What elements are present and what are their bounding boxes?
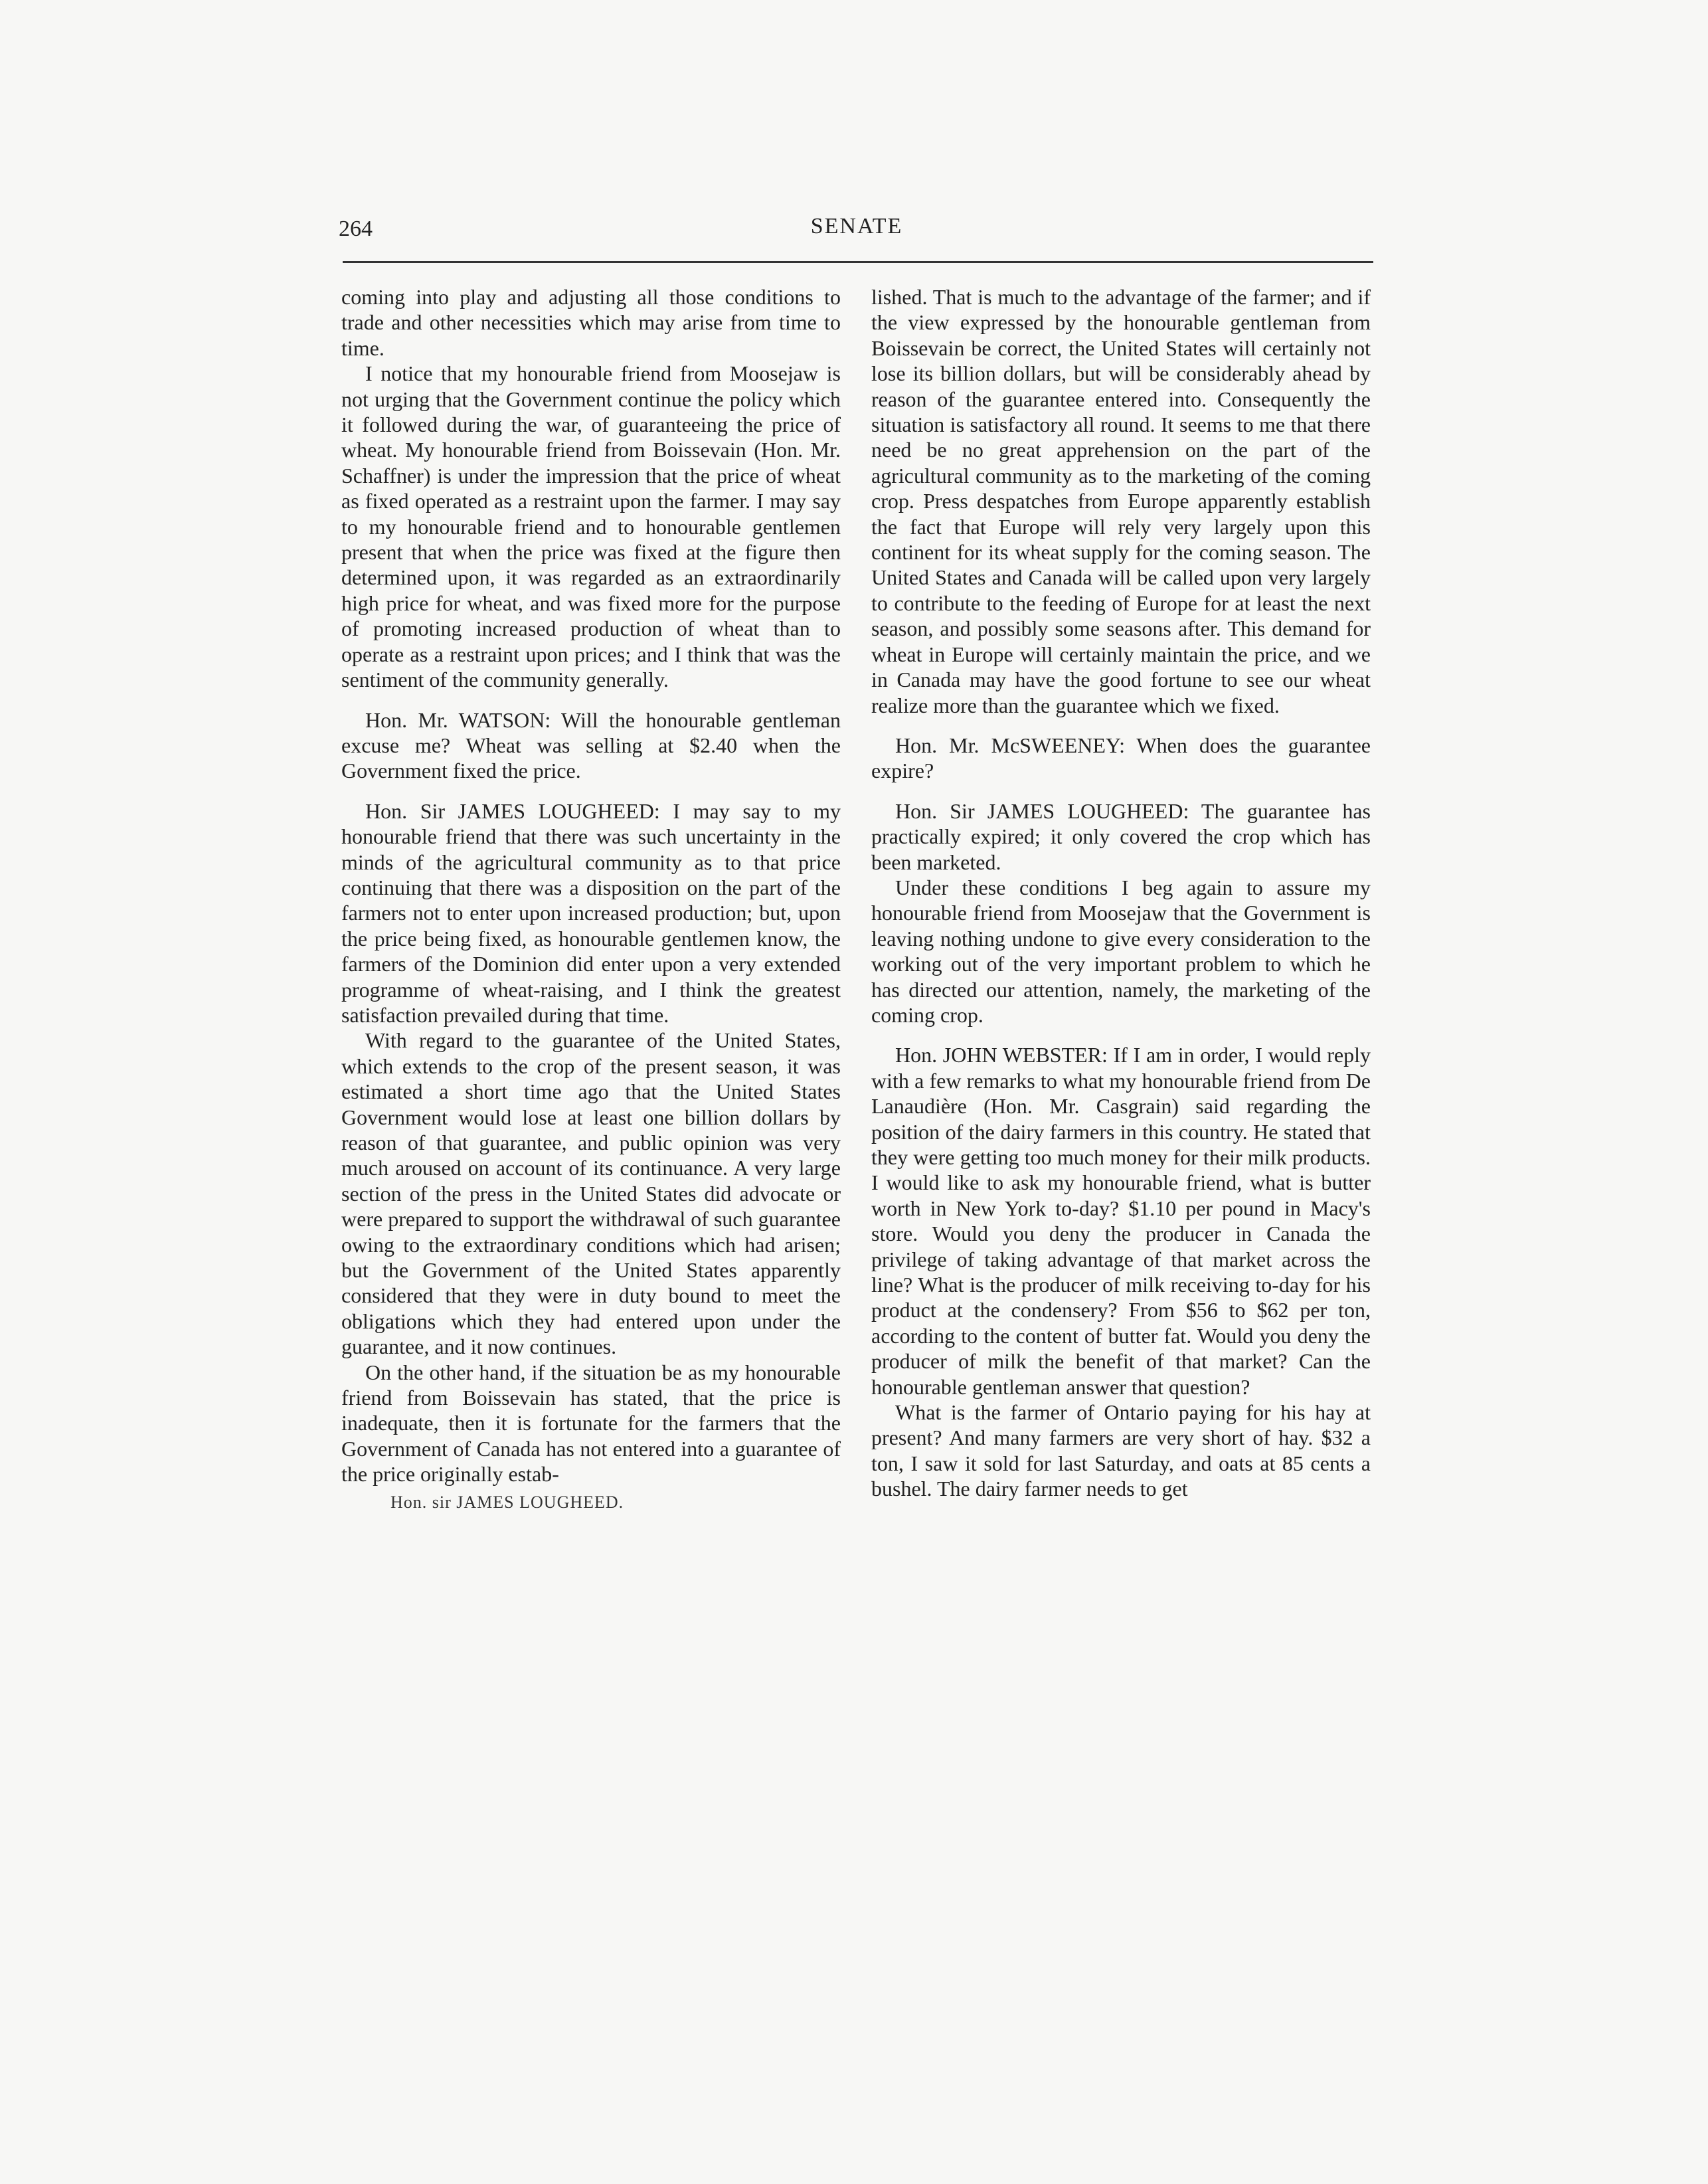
speech-paragraph: Hon. Sir JAMES LOUGHEED: I may say to my honourable friend that there was such uncertainty in the minds of the agricultural community as to that price continuing that there was a disposition on the part of the farmers not to enter upon increased production; but, upon the price being fixed, as honourable gentlemen know, the farmers of the Dominion did enter upon a very extended programme of wheat-raising, and I think the greatest satisfaction prevailed during that time. <box>341 798 841 1027</box>
paragraph: With regard to the guarantee of the United States, which extends to the crop of the present season, it was estimated a short time ago that the United States Government would lose at least one billion dollars by reason of that guarantee, and public opinion was very much aroused on account of its continuance. A very large section of the press in the United States did advocate or were prepared to support the withdrawal of such guarantee owing to the extraordinary conditions which had arisen; but the Government of the United States apparently considered that they were in duty bound to meet the obligations which they had entered upon under the guarantee, and it now continues. <box>341 1028 841 1359</box>
page-header <box>332 211 1381 251</box>
paragraph: What is the farmer of Ontario paying for his hay at present? And many farmers are very short of hay. $32 a ton, I saw it sold for last Saturday, and oats at 85 cents a bushel. The dairy farmer needs to get <box>871 1400 1371 1501</box>
paragraph: I notice that my honourable friend from Moosejaw is not urging that the Government continue the policy which it followed during the war, of guaranteeing the price of wheat. My honourable friend from Boissevain (Hon. Mr. Schaffner) is under the impression that the price of wheat as fixed operated as a restraint upon the farmer. I may say to my honourable friend and to honourable gentlemen present that when the price was fixed at the figure then determined upon, it was regarded as an extraordinarily high price for wheat, and was fixed more for the purpose of promoting increased production of wheat than to operate as a restraint upon prices; and I think that was the sentiment of the community generally. <box>341 361 841 692</box>
paragraph: Under these conditions I beg again to assure my honourable friend from Moosejaw that the Government is leaving nothing undone to give every consideration to the working out of the very important problem to which he has directed our attention, namely, the marketing of the coming crop. <box>871 875 1371 1027</box>
left-column <box>341 284 841 1487</box>
right-column <box>871 284 1371 1502</box>
speech-paragraph: Hon. Mr. McSWEENEY: When does the guarantee expire? <box>871 733 1371 783</box>
speech-paragraph: Hon. Mr. WATSON: Will the honourable gentleman excuse me? Wheat was selling at $2.40 when the Government fixed the price. <box>341 707 841 783</box>
header-rule <box>343 261 1373 263</box>
page-footer-credit: Hon. sir JAMES LOUGHEED. <box>390 1493 624 1512</box>
paragraph: lished. That is much to the advantage of the farmer; and if the view expressed by the honourable gentleman from Boissevain be correct, the United States will certainly not lose its billion dollars, but will be considerably ahead by reason of the guarantee entered into. Consequently the situation is satisfactory all round. It seems to me that there need be no great apprehension on the part of the agricultural community as to the marketing of the coming crop. Press despatches from Europe apparently establish the fact that Europe will rely very largely upon this continent for its wheat supply for the coming season. The United States and Canada will be called upon very largely to contribute to the feeding of Europe for at least the next season, and possibly some seasons after. This demand for wheat in Europe will certainly maintain the price, and we in Canada may have the good fortune to see our wheat realize more than the guarantee which we fixed. <box>871 285 1371 717</box>
speech-paragraph: Hon. Sir JAMES LOUGHEED: The guarantee has practically expired; it only covered the crop which has been marketed. <box>871 798 1371 874</box>
running-head: SENATE <box>810 214 903 238</box>
paragraph: coming into play and adjusting all those conditions to trade and other necessities which may arise from time to time. <box>341 285 841 360</box>
page-number: 264 <box>339 217 373 241</box>
speech-paragraph: Hon. JOHN WEBSTER: If I am in order, I would reply with a few remarks to what my honourable friend from De Lanaudière (Hon. Mr. Casgrain) said regarding the position of the dairy farmers in this country. He stated that they were getting too much money for their milk products. I would like to ask my honourable friend, what is butter worth in New York to-day? $1.10 per pound in Macy's store. Would you deny the producer in Canada the privilege of taking advantage of that market across the line? What is the producer of milk receiving to-day for his product at the condensery? From $56 to $62 per ton, according to the content of butter fat. Would you deny the producer of milk the benefit of that market? Can the honourable gentleman answer that question? <box>871 1043 1371 1399</box>
paragraph: On the other hand, if the situation be as my honourable friend from Boissevain has stated, that the price is inadequate, then it is fortunate for the farmers that the Government of Canada has not entered into a guarantee of the price originally estab- <box>341 1360 841 1487</box>
